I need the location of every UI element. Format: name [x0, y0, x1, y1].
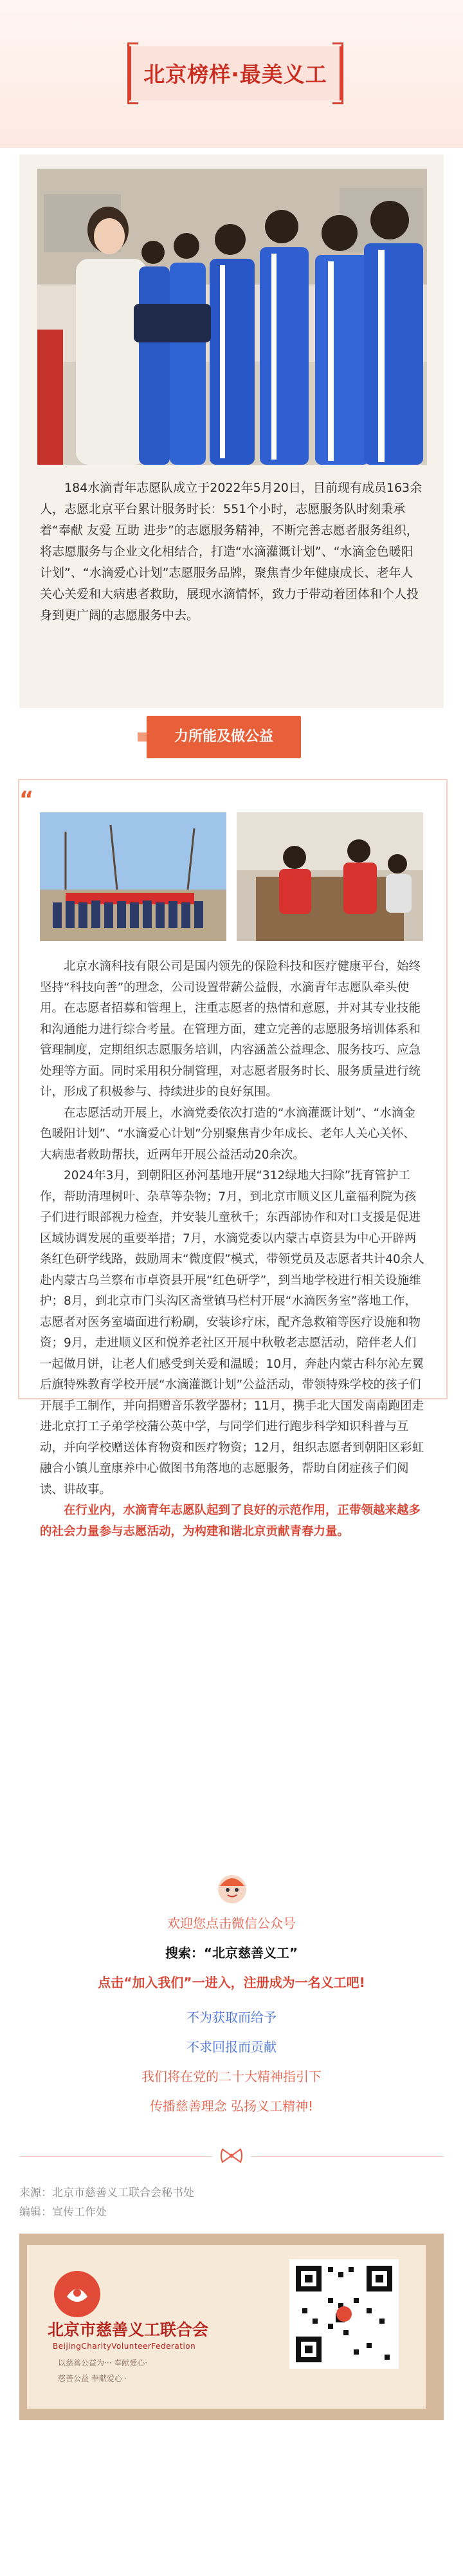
divider: [251, 2156, 444, 2157]
volunteer-group-photo: [37, 169, 427, 465]
source-line: 来源：北京市慈善义工联合会秘书处: [19, 2187, 194, 2199]
editor-line: 编辑：宣传工作处: [19, 2206, 107, 2219]
invite-join: 点击“加入我们”一进入，注册成为一名义工吧!: [98, 1975, 365, 1990]
body-paragraph: 2024年3月，到朝阳区孙河基地开展“312绿地大扫除”抚育管护工作，帮助清理树叶、杂草等杂物；7月，到北京市顺义区儿童福利院为孩子们进行眼部视力检查，并安装儿童秋千；东西部协作和对口支援是促进区域协调发展的重要举措；7月，水滴党委以内蒙古卓资县为中心开辟两条红色研学线路，鼓励周末“微度假”模式，带领党员及志愿者共计40余人赴内蒙古乌兰察布市卓资县开展“红色研学”，到当地学校进行相关设施维护；8月，到北京市门头沟区斋堂镇马栏村开展“水滴医务室”落地工作，志愿者对医务室墙面进行粉刷，安装诊疗床，配齐急救箱等医疗设施和物资；9月，走进顺义区和悦养老社区开展中秋敬老志愿活动，陪伴老人们一起做月饼，让老人们感受到关爱和温暖；10月，奔赴内蒙古科尔沁左翼后旗特殊教育学校开展“水滴灌溉计划”公益活动，带领特殊学校的孩子们开展手工制作，并向捐赠音乐教学器材；11月，携手北大国发南南跑团走进北京打工子弟学校蒲公英中学，与同学们进行跑步科学知识科普与互动，并向学校赠送体育物资和医疗物资；12月，组织志愿者到朝阳区彩虹融合小镇儿童康养中心做图书角落地的志愿服务，帮助自闭症孩子们阅读、讲故事。: [40, 1169, 424, 1497]
footer-slogan: 以慈善公益为··· 奉献爱心·: [58, 2358, 148, 2367]
invite-line: 欢迎您点击微信公众号: [167, 1916, 296, 1931]
body-paragraph: 北京水滴科技有限公司是国内领先的保险科技和医疗健康平台，始终坚持“科技向善”的理念，公司设置带薪公益假，水滴青年志愿队牵头使用。在志愿者招募和管理上，注重志愿者的热情和意愿，并对其专业技能和沟通能力进行综合考量。在管理方面，建立完善的志愿服务培训体系和管理制度，定期组织志愿服务培训，内容涵盖公益理念、服务技巧、应急处理等方面。同时采用积分制管理，对志愿者服务时长、服务质量进行统计，形成了积极参与、持续进步的良好氛围。: [40, 960, 421, 1099]
ribbon-icon: [219, 2147, 244, 2166]
intro-paragraph: 184水滴青年志愿队成立于2022年5月20日，目前现有成员163余人，志愿北京平台累计服务时长：551个小时，志愿服务队时刻秉承着“奉献 友爱 互助 进步”的志愿服务精神，不断完善志愿者服务组织，将志愿服务与企业文化相结合，打造“水滴灌溉计划”、“水滴金色暖阳计划”、“水滴爱心计划”志愿服务品牌，聚焦青少年健康成长、老年人关心关爱和大病患者救助，展现水滴情怀，致力于带动着团体和个人投身到更广阔的志愿服务中去。: [40, 481, 422, 622]
body-paragraph: 在志愿活动开展上，水滴党委依次打造的“水滴灌溉计划”、“水滴金色暖阳计划”、“水滴爱心计划”分别聚焦青少年成长、老年人关心关怀、大病患者救助帮扶，近两年开展公益活动20余次。: [40, 1106, 415, 1162]
title-frame: [127, 46, 343, 100]
footer-slogan: 慈善公益 奉献爱心 ·: [58, 2374, 127, 2383]
quote-icon: “: [19, 787, 34, 812]
frame-corner: [127, 93, 138, 104]
invite-line: 传播慈善理念 弘扬义工精神!: [149, 2098, 314, 2114]
org-english-name: BeijingCharityVolunteerFederation: [53, 2342, 196, 2351]
frame-corner: [332, 93, 343, 104]
frame-corner: [127, 42, 138, 53]
qr-code[interactable]: [289, 2259, 399, 2369]
mascot-icon: [216, 1873, 248, 1905]
federation-logo: [54, 2271, 100, 2317]
frame-corner: [332, 42, 343, 53]
page-title: 北京榜样·最美义工: [143, 62, 327, 87]
outdoor-group-photo: [40, 812, 226, 941]
invite-line: 不为获取而给予: [186, 2010, 277, 2025]
section-header-button: 力所能及做公益: [147, 716, 301, 758]
divider: [19, 2156, 212, 2157]
invite-line: 不求回报而贡献: [186, 2039, 277, 2055]
invite-search: 搜索：“北京慈善义工”: [165, 1945, 298, 1961]
invite-line: 我们将在党的二十大精神指引下: [141, 2069, 322, 2084]
indoor-volunteer-photo: [237, 812, 423, 941]
article-body: [40, 957, 424, 1542]
body-paragraph-highlight: 在行业内，水滴青年志愿队起到了良好的示范作用，正带领越来越多的社会力量参与志愿活动，为构建和谐北京贡献青春力量。: [40, 1504, 421, 1538]
org-name: 北京市慈善义工联合会: [48, 2320, 209, 2339]
